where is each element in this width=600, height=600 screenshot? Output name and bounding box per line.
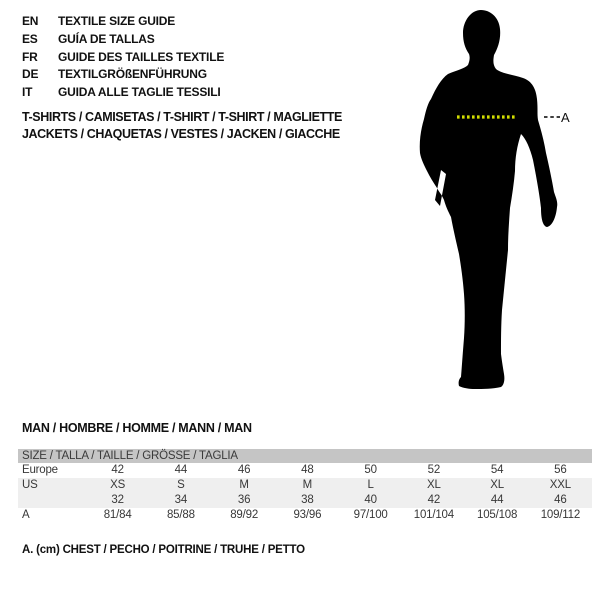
table-row-europe xyxy=(18,463,592,478)
table-cell: 38 xyxy=(301,494,314,506)
size-table xyxy=(18,449,592,523)
table-cell: 50 xyxy=(364,464,377,476)
man-silhouette xyxy=(420,10,558,389)
row-label xyxy=(18,493,86,508)
table-cell: 42 xyxy=(111,464,124,476)
table-cell: M xyxy=(239,479,249,491)
language-label: GUÍA DE TALLAS xyxy=(58,31,155,46)
table-cell: S xyxy=(177,479,185,491)
language-label: TEXTILGRÖßENFÜHRUNG xyxy=(58,67,207,82)
table-cell: 36 xyxy=(237,494,251,506)
table-cell: 52 xyxy=(427,464,441,476)
table-cell: 44 xyxy=(490,494,504,506)
category-tshirts: T-SHIRTS / CAMISETAS / T-SHIRT / T-SHIRT / MAGLIETTE xyxy=(22,110,342,124)
table-cell: 34 xyxy=(174,494,188,506)
language-code: EN xyxy=(22,14,39,28)
language-label: GUIDE DES TAILLES TEXTILE xyxy=(58,49,225,64)
table-cell: XXL xyxy=(549,479,571,491)
table-cell: 89/92 xyxy=(230,509,259,521)
table-cell: 56 xyxy=(554,464,567,476)
measurement-footnote: A. (cm) CHEST / PECHO / POITRINE / TRUHE / PETTO xyxy=(22,544,305,556)
language-row xyxy=(22,13,224,31)
language-label: TEXTILE SIZE GUIDE xyxy=(58,14,176,28)
table-cell: 48 xyxy=(301,464,314,476)
table-cell: 40 xyxy=(364,494,377,506)
row-label: Europe xyxy=(22,464,58,476)
man-silhouette-svg xyxy=(415,8,565,390)
man-figure xyxy=(415,8,565,390)
section-title-man: MAN / HOMBRE / HOMME / MANN / MAN xyxy=(22,421,252,435)
table-cell: 44 xyxy=(174,464,188,476)
table-cell: 42 xyxy=(427,494,441,506)
language-label: GUIDA ALLE TAGLIE TESSILI xyxy=(58,85,221,100)
size-table-header: SIZE / TALLA / TAILLE / GRÖSSE / TAGLIA xyxy=(18,449,592,463)
table-cell: XL xyxy=(427,479,441,491)
table-cell: L xyxy=(367,479,374,491)
table-cell: XS xyxy=(110,479,126,491)
table-cell: M xyxy=(302,479,313,491)
table-cell: 32 xyxy=(111,494,124,506)
table-cell: 93/96 xyxy=(293,509,322,521)
table-cell: 105/108 xyxy=(477,509,518,521)
language-row xyxy=(22,84,224,102)
table-row-chest-a xyxy=(18,508,592,523)
table-cell: 85/88 xyxy=(166,509,195,521)
language-code: ES xyxy=(22,31,38,46)
measure-label-a: A xyxy=(561,110,570,125)
table-row-us xyxy=(18,478,592,493)
table-cell: 109/112 xyxy=(540,509,581,521)
table-cell: 46 xyxy=(554,494,567,506)
language-row xyxy=(22,31,224,49)
language-code: FR xyxy=(22,49,38,64)
table-cell: 81/84 xyxy=(103,509,132,521)
table-cell: XL xyxy=(490,479,504,491)
language-row xyxy=(22,66,224,84)
table-cell: 101/104 xyxy=(413,509,454,521)
row-label: A xyxy=(22,509,30,521)
table-cell: 54 xyxy=(490,464,504,476)
language-code: IT xyxy=(22,85,33,100)
category-list xyxy=(22,109,342,142)
table-row-us-numeric xyxy=(18,493,592,508)
category-jackets: JACKETS / CHAQUETAS / VESTES / JACKEN / GIACCHE xyxy=(22,126,340,141)
language-row xyxy=(22,49,224,67)
row-label: US xyxy=(22,479,38,491)
language-list xyxy=(22,13,224,102)
table-cell: 46 xyxy=(237,464,251,476)
language-code: DE xyxy=(22,67,39,82)
table-cell: 97/100 xyxy=(353,509,388,521)
